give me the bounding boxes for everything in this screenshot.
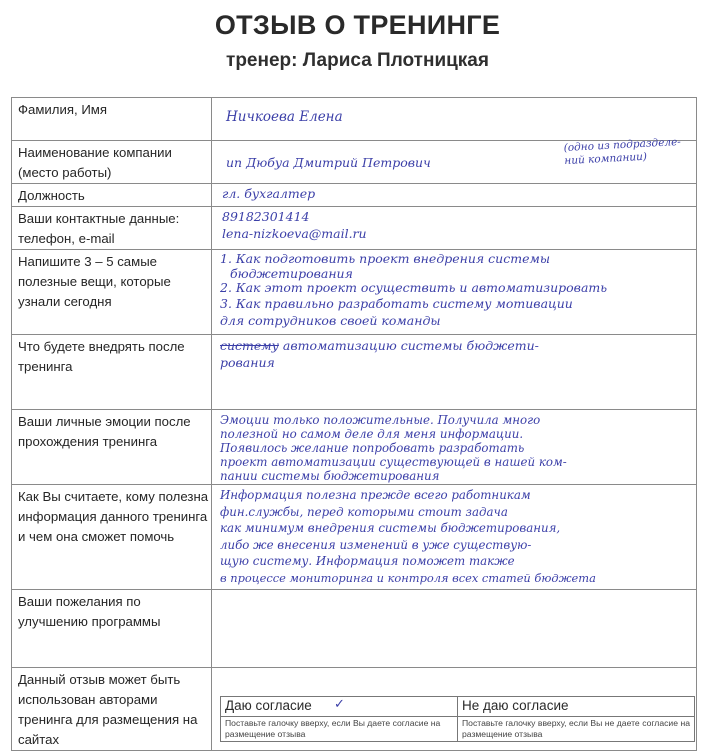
row-suggestions <box>12 590 697 668</box>
answer-line: 3. Как правильно разработать систему мотивации <box>220 296 573 311</box>
consent-cell <box>212 668 697 751</box>
consent-disagree-hint: Поставьте галочку вверху, если Вы не даете согласие на размещение отзыва <box>458 717 695 742</box>
row-useful-things <box>12 250 697 335</box>
answer-line: проект автоматизации существующей в нашей ком- <box>220 455 567 469</box>
label-useful-things: Напишите 3 – 5 самые полезные вещи, которые узнали сегодня <box>12 250 212 335</box>
row-emotions <box>12 410 697 485</box>
answer-line: Информация полезна прежде всего работникам <box>220 488 531 502</box>
row-full-name <box>12 98 697 141</box>
answer-email: lena-nizkoeva@mail.ru <box>222 225 367 241</box>
answer-emotions[interactable] <box>212 410 697 485</box>
answer-line: ип Дюбуа Дмитрий Петрович <box>226 155 431 170</box>
answer-line: гл. бухгалтер <box>222 186 316 201</box>
consent-table <box>220 696 695 742</box>
answer-note <box>563 136 681 168</box>
answer-company[interactable] <box>212 135 697 184</box>
answer-line: как минимум внедрения системы бюджетирования, <box>220 521 561 535</box>
answer-who-benefits[interactable] <box>212 485 697 590</box>
label-contacts: Ваши контактные данные: телефон, e-mail <box>12 207 212 250</box>
consent-disagree-label: Не даю согласие <box>462 698 569 713</box>
answer-line: 2. Как этот проект осуществить и автоматизировать <box>220 279 608 295</box>
answer-line: Эмоции только положительные. Получила много <box>220 413 541 427</box>
answer-line: рования <box>220 354 275 370</box>
consent-agree-hint: Поставьте галочку вверху, если Вы даете согласие на размещение отзыва <box>221 717 458 742</box>
answer-useful-things[interactable] <box>212 250 697 335</box>
answer-line: бюджетирования <box>230 265 353 281</box>
form-title: ОТЗЫВ О ТРЕНИНГЕ <box>214 10 501 40</box>
row-company <box>12 141 697 184</box>
struck-word: систему <box>220 338 279 353</box>
trainer-subtitle: тренер: Лариса Плотницкая <box>226 50 489 71</box>
consent-disagree-option[interactable] <box>458 697 695 717</box>
checkmark-icon: ✓ <box>334 696 345 711</box>
label-company: Наименование компании (место работы) <box>12 141 212 184</box>
answer-note-line: (одно из подразделе- <box>563 135 682 155</box>
label-implement: Что будете внедрять после тренинга <box>12 335 212 410</box>
answer-line: автоматизацию системы бюджети- <box>278 338 539 353</box>
row-contacts <box>12 207 697 250</box>
row-consent <box>12 668 697 751</box>
answer-line: фин.службы, перед которыми стоит задача <box>220 504 508 519</box>
label-suggestions: Ваши пожелания по улучшению программы <box>12 590 212 668</box>
answer-line: либо же внесения изменений в уже существую- <box>220 537 532 552</box>
answer-line: пании системы бюджетирования <box>220 469 440 483</box>
row-who-benefits <box>12 485 697 590</box>
answer-line: Ничкоева Елена <box>226 109 343 125</box>
label-full-name: Фамилия, Имя <box>12 98 212 141</box>
label-emotions: Ваши личные эмоции после прохождения тренинга <box>12 410 212 485</box>
row-implement <box>12 335 697 410</box>
row-position <box>12 184 697 207</box>
label-who-benefits: Как Вы считаете, кому полезна информация данного тренинга и чем она сможет помочь <box>12 485 212 590</box>
answer-line: 1. Как подготовить проект внедрения системы <box>220 251 551 266</box>
label-consent: Данный отзыв может быть использован авторами тренинга для размещения на сайтах <box>12 668 212 751</box>
answer-note-line: ний компании) <box>564 150 648 168</box>
consent-agree-option[interactable] <box>221 697 458 717</box>
answer-line: щую систему. Информация поможет также <box>220 554 515 568</box>
answer-suggestions[interactable] <box>212 590 697 668</box>
answer-contacts[interactable] <box>212 207 697 250</box>
answer-line: для сотрудников своей команды <box>220 312 441 328</box>
answer-position[interactable] <box>212 184 697 207</box>
answer-line: Появилось желание попробовать разработать <box>220 441 525 455</box>
answer-phone: 89182301414 <box>222 209 310 224</box>
label-position: Должность <box>12 184 212 207</box>
feedback-form-table <box>11 97 697 751</box>
answer-line: в процессе мониторинга и контроля всех статей бюджета <box>220 570 596 585</box>
answer-implement[interactable] <box>212 335 697 410</box>
answer-line: полезной но самом деле для меня информации. <box>220 427 524 441</box>
consent-agree-label: Даю согласие <box>225 698 312 713</box>
answer-full-name[interactable] <box>212 98 697 141</box>
